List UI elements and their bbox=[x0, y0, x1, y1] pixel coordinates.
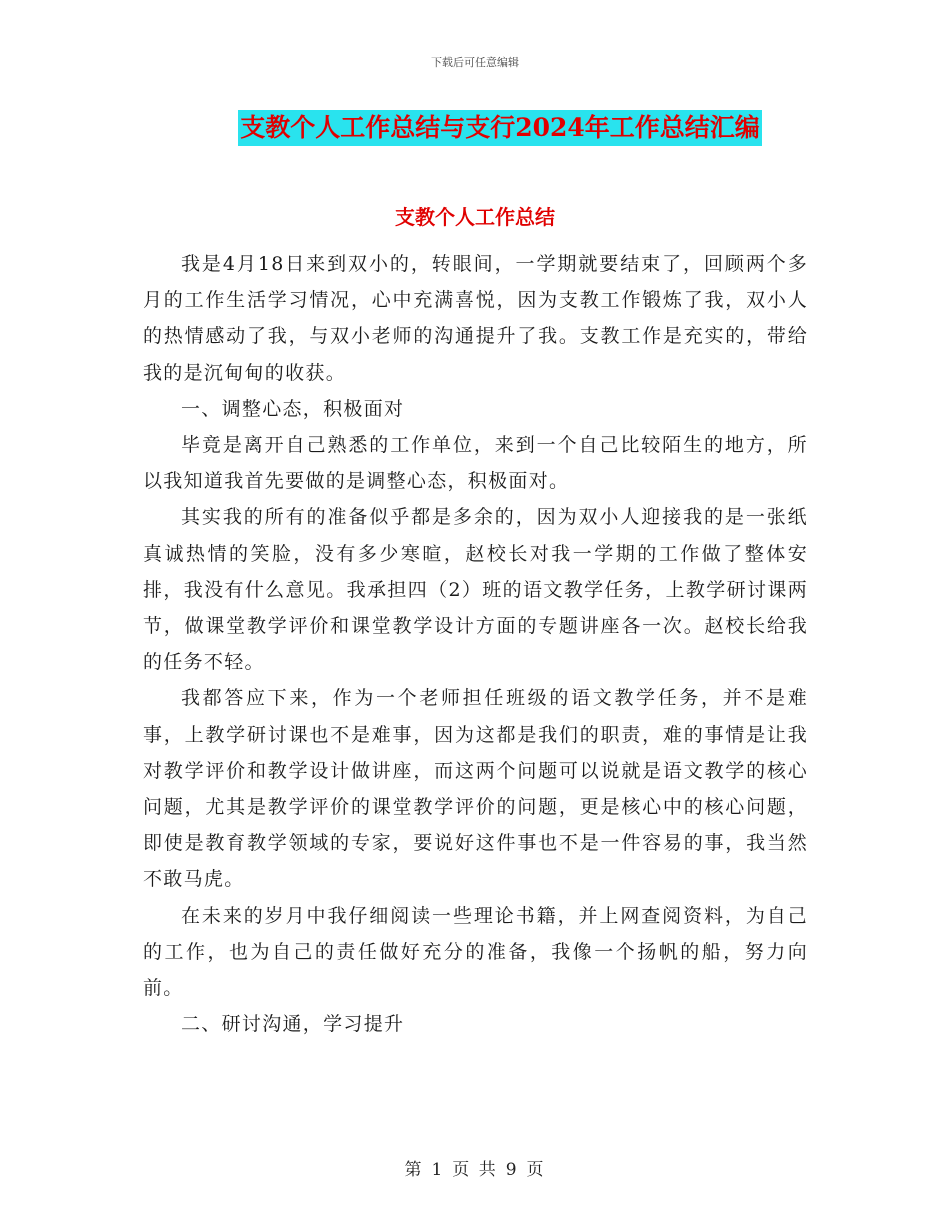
header-note: 下载后可任意编辑 bbox=[431, 56, 519, 69]
heading-research-communicate: 二、研讨沟通，学习提升 bbox=[181, 1013, 405, 1036]
page-footer bbox=[0, 1155, 950, 1180]
doc-title: 支教个人工作总结与支行2024年工作总结汇编 bbox=[238, 110, 762, 146]
paragraph: 在未来的岁月中我仔细阅读一些理论书籍，并上网查阅资料，为自己的工作，也为自己的责任做好充分的准备，我像一个扬帆的船，努力向前。 bbox=[143, 904, 808, 1000]
paragraph: 我都答应下来，作为一个老师担任班级的语文教学任务，并不是难事，上教学研讨课也不是难事，因为这都是我们的职责，难的事情是让我对教学评价和教学设计做讲座，而这两个问题可以说就是语文教学的核心问题，尤其是教学评价的课堂教学评价的问题，更是核心中的核心问题，即使是教育教学领域的专家，要说好这件事也不是一件容易的事，我当然不敢马虎。 bbox=[143, 687, 808, 891]
footer-suffix: 页 bbox=[526, 1160, 546, 1180]
paragraph: 其实我的所有的准备似乎都是多余的，因为双小人迎接我的是一张纸真诚热情的笑脸，没有多少寒暄，赵校长对我一学期的工作做了整体安排，我没有什么意见。我承担四（2）班的语文教学任务，上教学研讨课两节，做课堂教学评价和课堂教学设计方面的专题讲座各一次。赵校长给我的任务不轻。 bbox=[143, 506, 808, 674]
doc-title-container bbox=[0, 110, 950, 146]
heading-adjust-mindset: 一、调整心态，积极面对 bbox=[181, 397, 405, 420]
paragraph-intro: 我是4月18日来到双小的，转眼间，一学期就要结束了，回顾两个多月的工作生活学习情况，心中充满喜悦，因为支教工作锻炼了我，双小人的热情感动了我，与双小老师的沟通提升了我。支教工作是充实的，带给我的是沉甸甸的收获。 bbox=[143, 253, 808, 384]
section-title: 支教个人工作总结 bbox=[395, 205, 555, 229]
paragraph: 毕竟是离开自己熟悉的工作单位，来到一个自己比较陌生的地方，所以我知道我首先要做的是调整心态，积极面对。 bbox=[143, 434, 808, 493]
document-body bbox=[143, 246, 808, 1042]
footer-middle: 页 共 bbox=[452, 1160, 498, 1180]
footer-prefix: 第 bbox=[404, 1160, 424, 1180]
footer-page-number: 1 bbox=[431, 1160, 445, 1180]
footer-total-pages: 9 bbox=[505, 1160, 519, 1180]
